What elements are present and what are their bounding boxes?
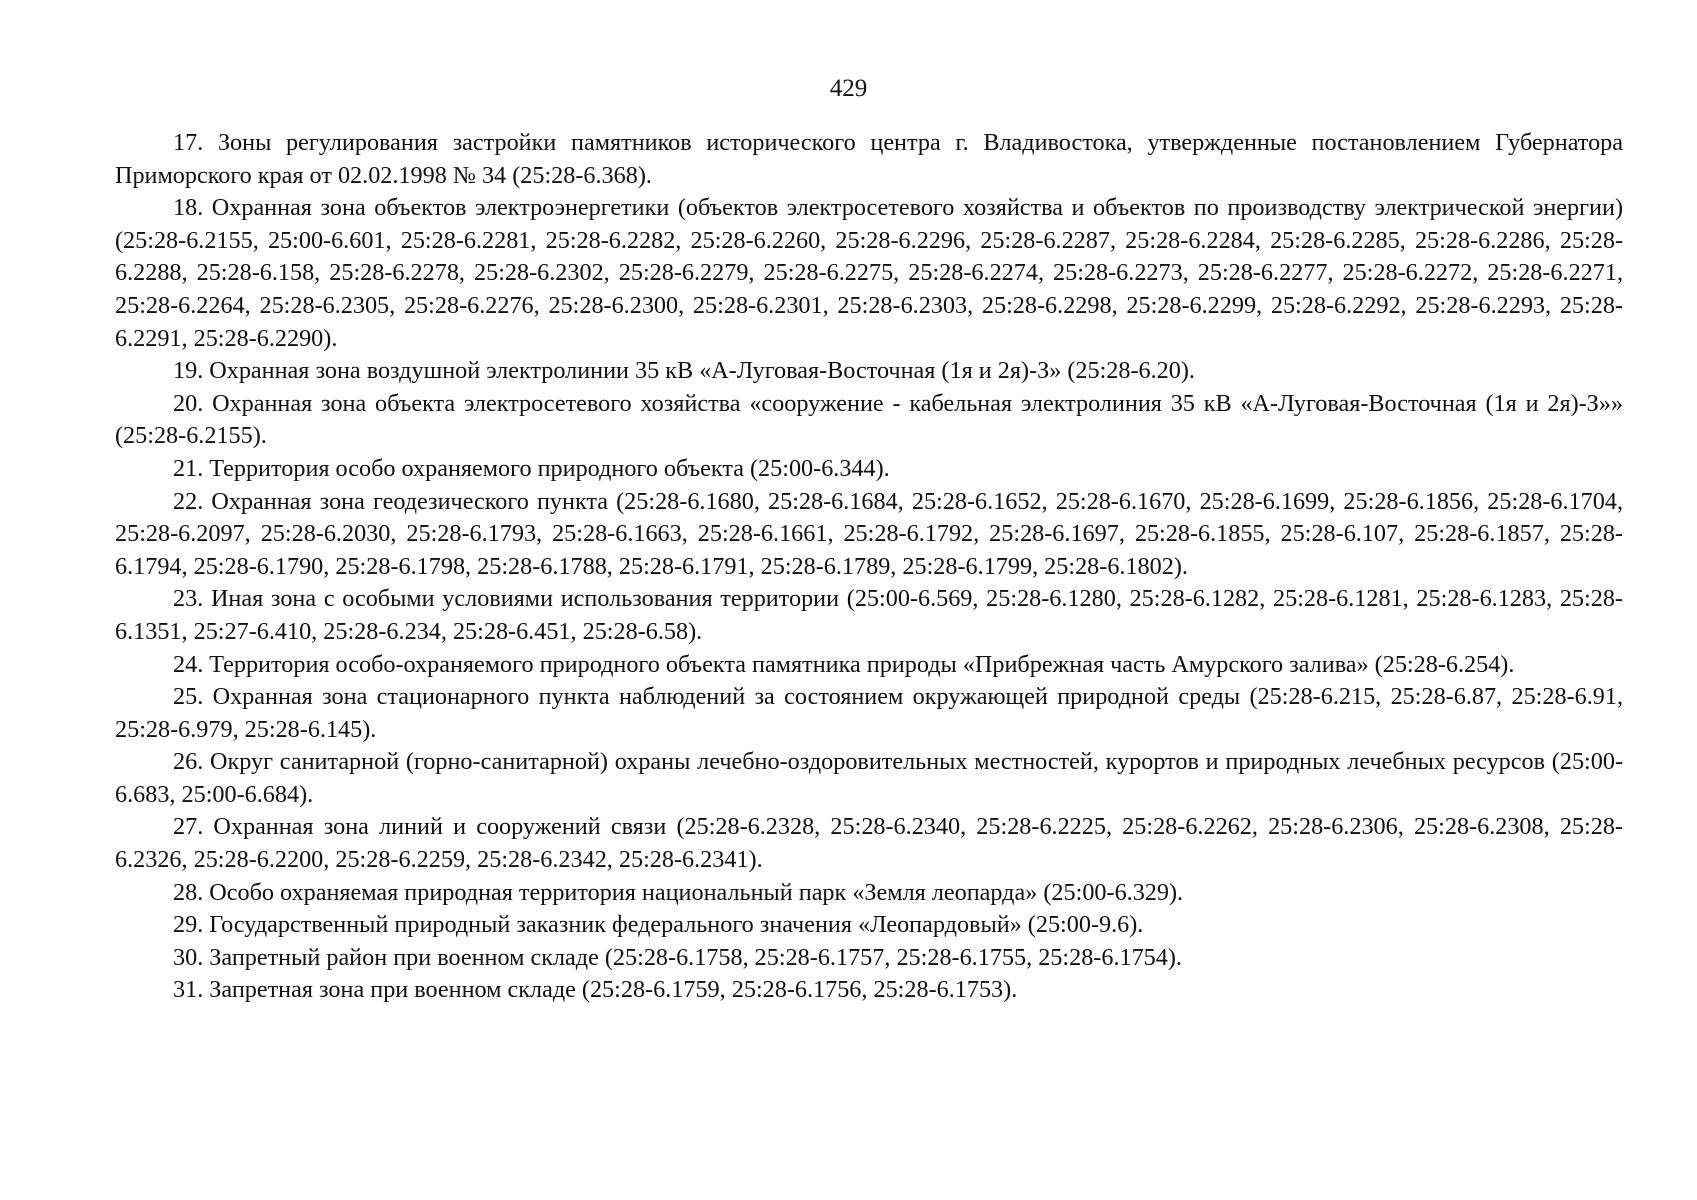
paragraph-19: 19. Охранная зона воздушной электролинии 35 кВ «А-Луговая-Восточная (1я и 2я)-З» (25:28-6.20).	[173, 357, 1195, 385]
page-number: 429	[829, 75, 868, 102]
document-body	[115, 127, 1623, 1007]
paragraph-24: 24. Территория особо-охраняемого природного объекта памятника природы «Прибрежная часть Амурского залива» (25:28-6.254).	[173, 650, 1515, 678]
paragraph-30: 30. Запретный район при военном складе (25:28-6.1758, 25:28-6.1757, 25:28-6.1755, 25:28-6.1754).	[173, 943, 1182, 971]
paragraph-20: 20. Охранная зона объекта электросетевого хозяйства «сооружение - кабельная электролиния 35 кВ «А-Луговая-Восточная (1я и 2я)-З»» (25:28-6.2155).	[115, 389, 1623, 450]
paragraph-26: 26. Округ санитарной (горно-санитарной) охраны лечебно-оздоровительных местностей, курортов и природных лечебных ресурсов (25:00-6.683, 25:00-6.684).	[115, 748, 1623, 808]
paragraph-31: 31. Запретная зона при военном складе (25:28-6.1759, 25:28-6.1756, 25:28-6.1753).	[173, 976, 1018, 1004]
paragraph-22: 22. Охранная зона геодезического пункта (25:28-6.1680, 25:28-6.1684, 25:28-6.1652, 25:28-6.1670, 25:28-6.1699, 25:28-6.1856, 25:28-6.1704, 25:28-6.2097, 25:28-6.2030, 25:28-6.1793, 25:28-6.1663, 25:28-6.1661, 25:28-6.1792, 25:28-6.1697, 25:28-6.1855, 25:28-6.107, 25:28-6.1857, 25:28-6.1794, 25:28-6.1790, 25:28-6.1798, 25:28-6.1788, 25:28-6.1791, 25:28-6.1789, 25:28-6.1799, 25:28-6.1802).	[115, 487, 1623, 580]
paragraph-29: 29. Государственный природный заказник федерального значения «Леопардовый» (25:00-9.6).	[173, 911, 1144, 939]
paragraph-27: 27. Охранная зона линий и сооружений связи (25:28-6.2328, 25:28-6.2340, 25:28-6.2225, 25:28-6.2262, 25:28-6.2306, 25:28-6.2308, 25:28-6.2326, 25:28-6.2200, 25:28-6.2259, 25:28-6.2342, 25:28-6.2341).	[115, 813, 1623, 874]
paragraph-18: 18. Охранная зона объектов электроэнергетики (объектов электросетевого хозяйства и объектов по производству электрической энергии) (25:28-6.2155, 25:00-6.601, 25:28-6.2281, 25:28-6.2282, 25:28-6.2260, 25:28-6.2296, 25:28-6.2287, 25:28-6.2284, 25:28-6.2285, 25:28-6.2286, 25:28-6.2288, 25:28-6.158, 25:28-6.2278, 25:28-6.2302, 25:28-6.2279, 25:28-6.2275, 25:28-6.2274, 25:28-6.2273, 25:28-6.2277, 25:28-6.2272, 25:28-6.2271, 25:28-6.2264, 25:28-6.2305, 25:28-6.2276, 25:28-6.2300, 25:28-6.2301, 25:28-6.2303, 25:28-6.2298, 25:28-6.2299, 25:28-6.2292, 25:28-6.2293, 25:28-6.2291, 25:28-6.2290).	[115, 194, 1623, 352]
paragraph-25: 25. Охранная зона стационарного пункта наблюдений за состоянием окружающей природной среды (25:28-6.215, 25:28-6.87, 25:28-6.91, 25:28-6.979, 25:28-6.145).	[115, 683, 1623, 743]
paragraph-28: 28. Особо охраняемая природная территория национальный парк «Земля леопарда» (25:00-6.329).	[173, 878, 1184, 906]
paragraph-17: 17. Зоны регулирования застройки памятников исторического центра г. Владивостока, утвержденные постановлением Губернатора Приморского края от 02.02.1998 № 34 (25:28-6.368).	[115, 129, 1623, 189]
paragraph-21: 21. Территория особо охраняемого природного объекта (25:00-6.344).	[173, 454, 890, 482]
paragraph-23: 23. Иная зона с особыми условиями использования территории (25:00-6.569, 25:28-6.1280, 25:28-6.1282, 25:28-6.1281, 25:28-6.1283, 25:28-6.1351, 25:27-6.410, 25:28-6.234, 25:28-6.451, 25:28-6.58).	[115, 585, 1623, 645]
